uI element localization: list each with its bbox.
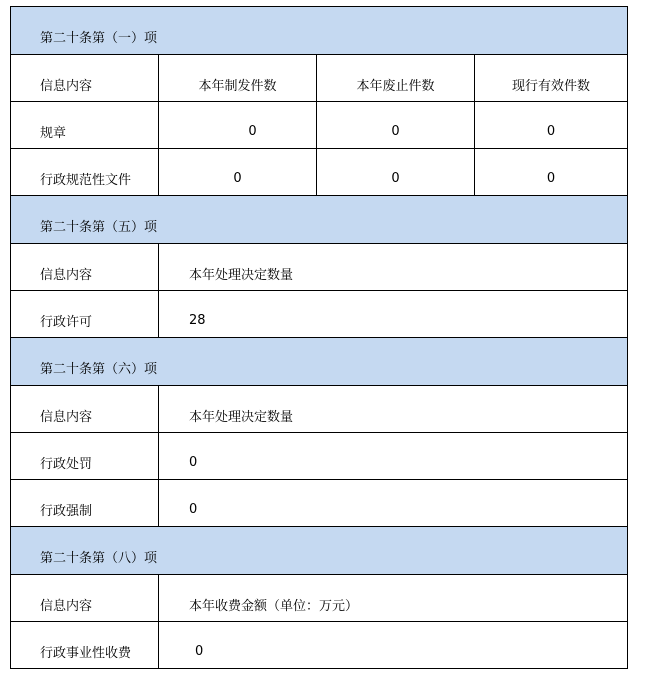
header-cell: 本年处理决定数量 (189, 267, 294, 283)
header-cell: 信息内容 (40, 78, 93, 94)
table-row (11, 291, 628, 338)
section-header-3 (11, 338, 628, 386)
table-header-row (11, 575, 628, 622)
header-cell: 本年废止件数 (356, 78, 435, 94)
header-cell: 本年处理决定数量 (189, 409, 294, 425)
value-cell: 0 (233, 170, 242, 186)
section-title: 第二十条第（一）项 (40, 31, 158, 46)
value-cell: 0 (391, 123, 400, 139)
section-title: 第二十条第（八）项 (40, 551, 158, 566)
row-label: 行政规范性文件 (40, 172, 132, 188)
value-cell: 0 (546, 123, 556, 139)
row-label: 行政处罚 (40, 456, 93, 472)
table-header-row (11, 386, 628, 433)
header-cell: 信息内容 (40, 598, 93, 614)
value-cell: 0 (189, 501, 198, 517)
section-header-4 (11, 527, 628, 575)
table-row (11, 480, 628, 527)
table-row (11, 149, 628, 196)
header-cell: 信息内容 (40, 409, 93, 425)
row-label: 行政强制 (40, 503, 93, 519)
value-cell: 28 (189, 312, 206, 328)
table-row (11, 433, 628, 480)
value-cell: 0 (546, 170, 556, 186)
value-cell: 0 (391, 170, 400, 186)
row-label: 行政许可 (40, 314, 93, 330)
table-header-row (11, 244, 628, 291)
header-cell: 信息内容 (40, 267, 93, 283)
value-cell: 0 (195, 643, 204, 659)
disclosure-table (10, 6, 628, 669)
row-label: 规章 (40, 125, 67, 141)
table-header-row (11, 55, 628, 102)
table-row (11, 102, 628, 149)
value-cell: 0 (189, 454, 198, 470)
value-cell: 0 (248, 123, 257, 139)
header-cell: 现行有效件数 (512, 78, 591, 94)
section-header-2 (11, 196, 628, 244)
section-title: 第二十条第（六）项 (40, 362, 158, 377)
section-header-1 (11, 7, 628, 55)
table-row (11, 622, 628, 669)
row-label: 行政事业性收费 (40, 645, 132, 661)
header-cell: 本年收费金额（单位：万元） (189, 598, 359, 614)
header-cell: 本年制发件数 (198, 78, 277, 94)
section-title: 第二十条第（五）项 (40, 220, 158, 235)
